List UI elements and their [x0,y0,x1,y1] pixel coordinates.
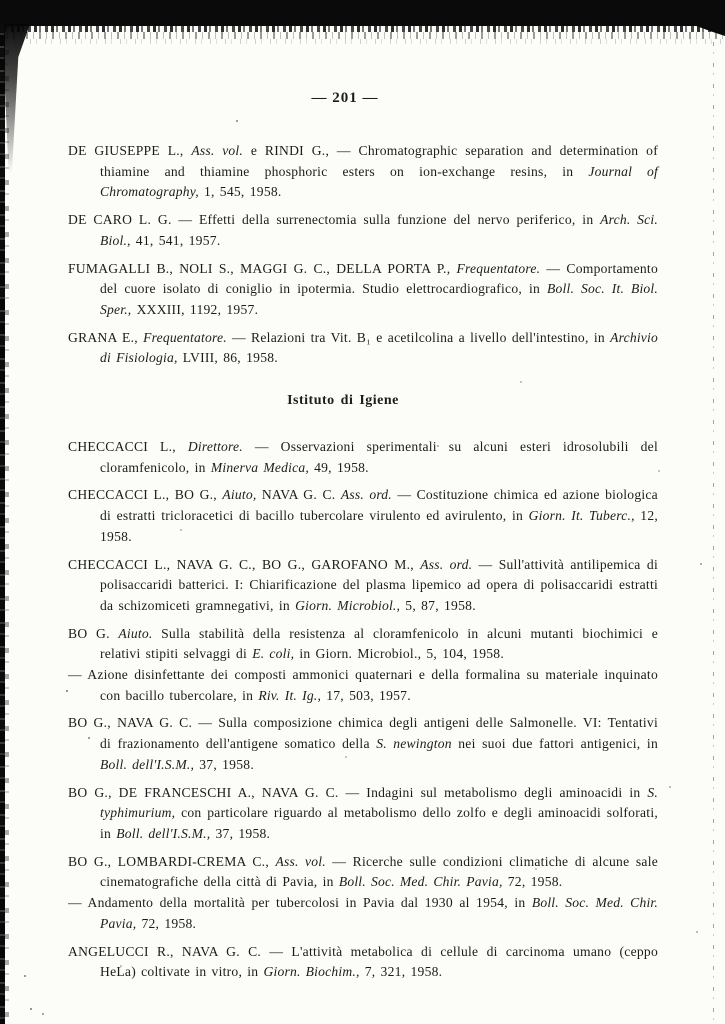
entry-italic-text: Boll. Soc. Med. Chir. Pavia, [338,874,503,890]
entry-text: BO G., DE FRANCESCHI A., NAVA G. C. — Indagini sul metabolismo degli aminoacidi in [68,784,648,800]
entry-text: 1, 545, 1958. [198,184,282,200]
entry-text: 37, 1958. [210,825,271,841]
entry-text: 72, 1958. [502,874,563,890]
entry-italic-text: Boll. Soc. It. Biol. Sper., [100,281,659,317]
bibliography-entry [68,259,658,321]
bibliography-entry [68,624,658,665]
entry-text: ANGELUCCI R., NAVA G. C. — L'attività metabolica di cellule di carcinoma umano (ceppo HeLa) coltivate in vitro, in [68,943,658,980]
entry-text: FUMAGALLI B., NOLI S., MAGGI G. C., DELLA PORTA P., [68,260,457,276]
entry-text: DE CARO L. G. — Effetti della surrenectomia sulla funzione del nervo periferico, in [68,212,601,228]
bibliography-entry [68,141,658,203]
bibliography-entry [68,713,658,775]
section-heading: Istituto di Igiene [287,393,399,409]
entry-text: 49, 1958. [308,459,369,475]
entry-text: CHECCACCI L., BO G., [68,487,223,503]
bibliography-entry [68,437,658,478]
entry-italic-text: Ass. ord. [420,556,473,572]
bibliography-entry [68,783,658,845]
entry-text: — Costituzione chimica ed azione biologica di estratti tricloracetici di bacillo tubercolare virulento ed avirulento, in [100,487,658,524]
entry-text: 37, 1958. [194,756,254,772]
entry-italic-text: Aiuto. [118,625,153,641]
entry-italic-text: Ass. vol. [275,853,326,869]
scan-noise-specks [0,0,2,2]
bibliography-entry [68,852,658,893]
bibliography-entry [68,665,658,706]
entry-italic-text: Giorn. It. Tuberc., [528,508,635,524]
entry-italic-text: Minerva Medica, [210,459,309,475]
entry-italic-text: Arch. Sci. Biol., [100,212,658,248]
entry-italic-text: Aiuto, [222,487,257,503]
entry-text: — Osservazioni sperimentali su alcuni esteri idrosolubili del cloramfenicolo, in [100,439,658,475]
entry-italic-text: Giorn. Biochim., [263,964,360,980]
entry-italic-text: Giorn. Microbiol., [295,597,401,613]
bibliography-entry [68,555,658,617]
entry-text: DE GIUSEPPE L., [68,143,192,158]
entry-text: 7, 321, 1958. [359,964,443,980]
entry-text: CHECCACCI L., NAVA G. C., BO G., GAROFANO M., [68,556,421,572]
scan-corner-artifact [4,24,30,174]
entry-text: — Ricerche sulle condizioni climatiche di alcune sale cinematografiche della città di Pavia, in [100,853,659,890]
entry-text: Sulla stabilità della resistenza al cloramfenicolo in alcuni mutanti biochimici e relativi stipiti selvaggi di [100,625,658,662]
entry-text: 12, 1958. [100,508,659,544]
entry-italic-text: Archivio di Fisiologia, [100,329,659,366]
bibliography-entry [68,328,658,369]
entry-text: NAVA G. C. [256,487,341,503]
entry-text: — Sull'attività antilipemica di polisaccaridi batterici. I: Chiarificazione del plasma lipemico ad opera di polisaccaridi estratti da schizomiceti gramnegativi, in [100,556,658,613]
bibliography-entry [68,893,658,934]
scan-top-edge [0,0,725,26]
entry-text: BO G., LOMBARDI-CREMA C., [68,853,276,869]
entry-italic-text: Frequentatore. [143,329,227,345]
entry-italic-text: S. typhimurium, [100,784,658,821]
entry-text: CHECCACCI L., [68,439,188,455]
entry-italic-text: E. coli, [252,646,295,662]
entry-text: 17, 503, 1957. [321,687,411,703]
bibliography-list-igiene [68,437,658,983]
scan-right-edge-line [713,42,714,1024]
entry-text: — Relazioni tra Vit. B₁ e acetilcolina a livello dell'intestino, in [226,329,611,345]
entry-italic-text: Frequentatore. [456,260,541,276]
bibliography-entry [68,210,658,251]
entry-text: — Comportamento del cuore isolato di coniglio in ipotermia. Studio elettrocardiografico, in [100,260,658,297]
entry-italic-text: Boll. Soc. Med. Chir. Pavia, [100,895,659,931]
entry-italic-text: Direttore. [187,439,243,455]
bibliography-list-top [68,141,658,369]
bibliography-entry [68,485,658,547]
entry-text: LVIII, 86, 1958. [177,350,278,366]
entry-italic-text: Boll. dell'I.S.M., [100,756,195,772]
entry-text: — Andamento della mortalità per tubercolosi in Pavia dal 1930 al 1954, in [68,895,532,911]
entry-italic-text: Boll. dell'I.S.M., [116,825,211,841]
entry-text: — Azione disinfettante dei composti ammonici quaternari e della formalina su materiale inquinato con bacillo tubercolare, in [68,667,658,703]
book-spine-shadow [5,24,9,1024]
entry-text: 41, 541, 1957. [130,232,221,248]
entry-text: GRANA E., [68,329,144,345]
entry-text: BO G. [68,625,119,641]
entry-text: XXXIII, 1192, 1957. [131,301,259,317]
bibliography-entry [68,942,658,983]
entry-text: in Giorn. Microbiol., 5, 104, 1958. [294,646,505,662]
entry-text: e RINDI G., — Chromatographic separation and determination of thiamine and thiamine phosphoric esters on ion-exchange resins, in [100,143,658,179]
entry-italic-text: Ass. ord. [340,487,392,503]
entry-text: BO G., NAVA G. C. — Sulla composizione chimica degli antigeni delle Salmonelle. VI: Tentativi di frazionamento dell'antigene somatico della [68,715,658,752]
entry-italic-text: Riv. It. Ig., [258,687,322,703]
entry-italic-text: Ass. vol. [191,143,244,158]
entry-text: nei suoi due fattori antigenici, in [451,736,658,752]
page-content [68,26,658,990]
entry-text: con particolare riguardo al metabolismo dello zolfo e degli aminoacidi solforati, in [100,805,658,841]
entry-text: 72, 1958. [136,915,197,931]
entry-text: 5, 87, 1958. [400,597,476,613]
entry-italic-text: Journal of Chromatography, [100,163,658,200]
entry-italic-text: S. newington [376,736,452,752]
page-number: — 201 — [311,90,379,106]
